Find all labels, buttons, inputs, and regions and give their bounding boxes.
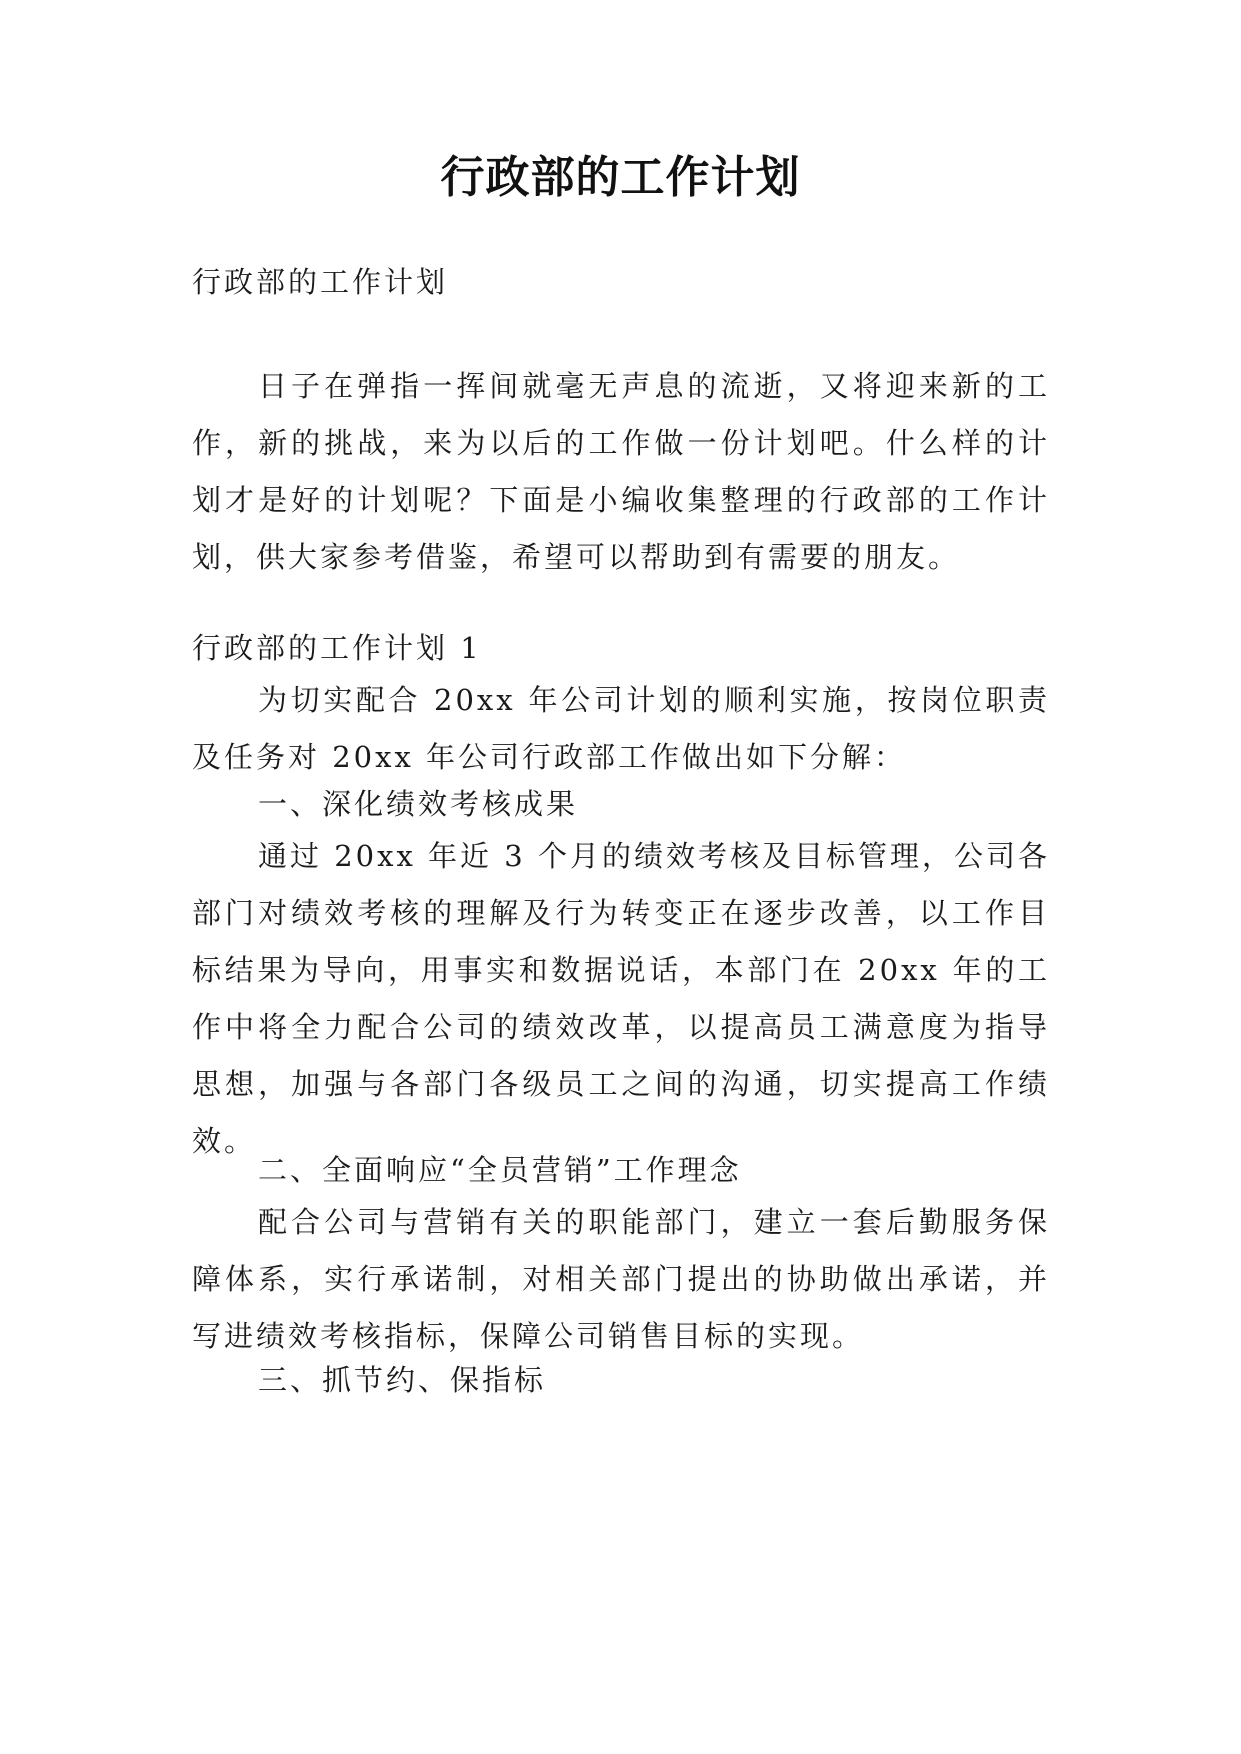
item2-paragraph: 配合公司与营销有关的职能部门，建立一套后勤服务保障体系，实行承诺制，对相关部门提出的协助做出承诺，并写进绩效考核指标，保障公司销售目标的实现。 bbox=[192, 1205, 1050, 1353]
section-heading-1: 行政部的工作计划 1 bbox=[192, 631, 482, 665]
intro-paragraph: 日子在弹指一挥间就毫无声息的流逝，又将迎来新的工作，新的挑战，来为以后的工作做一份计划吧。什么样的计划才是好的计划呢？下面是小编收集整理的行政部的工作计划，供大家参考借鉴，希望可以帮助到有需要的朋友。 bbox=[192, 369, 1050, 574]
item1-paragraph: 通过 20xx 年近 3 个月的绩效考核及目标管理，公司各部门对绩效考核的理解及行为转变正在逐步改善，以工作目标结果为导向，用事实和数据说话，本部门在 20xx 年的工作中将全力配合公司的绩效改革，以提高员工满意度为指导思想，加强与各部门各级员工之间的沟通，切实提高工作绩效。 bbox=[192, 839, 1050, 1158]
item-heading-1: 一、深化绩效考核成果 bbox=[258, 787, 579, 821]
item-heading-3: 三、抓节约、保指标 bbox=[258, 1363, 547, 1397]
document-title: 行政部的工作计划 bbox=[440, 152, 801, 203]
section1-paragraph: 为切实配合 20xx 年公司计划的顺利实施，按岗位职责及任务对 20xx 年公司行政部工作做出如下分解： bbox=[192, 683, 1050, 774]
item-heading-2: 二、全面响应“全员营销”工作理念 bbox=[258, 1153, 742, 1187]
document-subtitle: 行政部的工作计划 bbox=[192, 265, 449, 299]
